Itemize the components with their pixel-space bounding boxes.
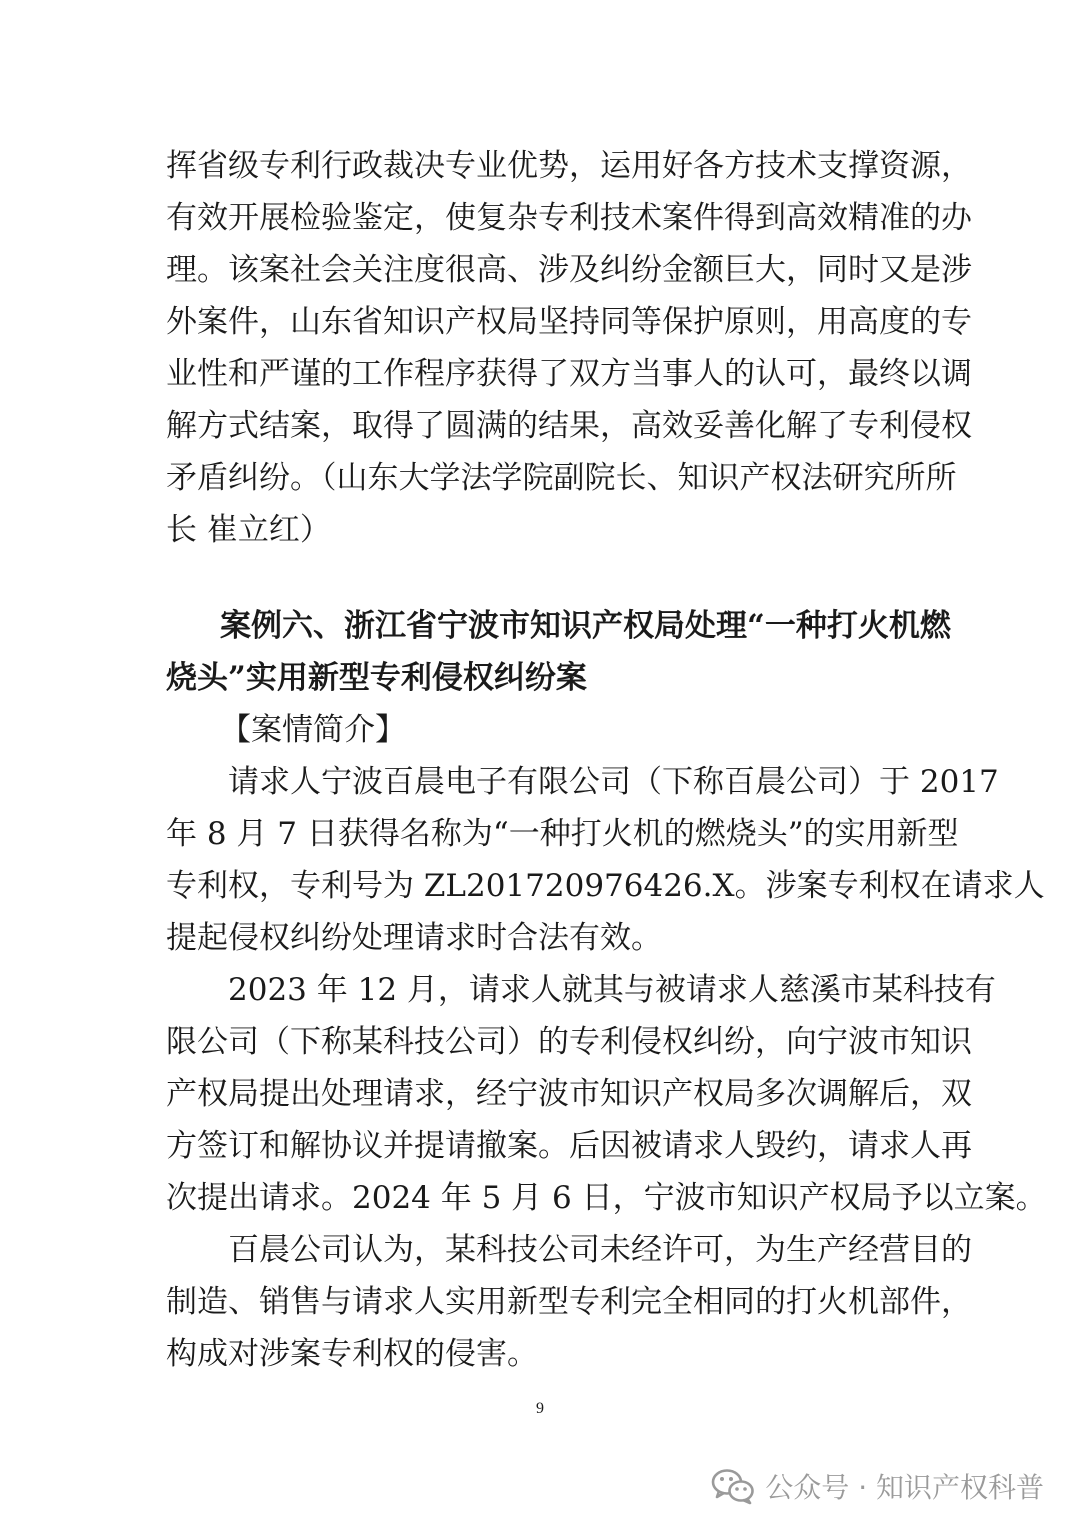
body-line: 专利权，专利号为 ZL201720976426.X。涉案专利权在请求人 <box>166 868 1045 904</box>
body-line: 产权局提出处理请求，经宁波市知识产权局多次调解后，双 <box>166 1076 972 1112</box>
case-heading: 烧头”实用新型专利侵权纠纷案 <box>166 660 587 696</box>
watermark-text: 公众号 · 知识产权科普 <box>765 1471 1044 1504</box>
section-title: 【案情简介】 <box>220 712 406 748</box>
body-line: 理。该案社会关注度很高、涉及纠纷金额巨大，同时又是涉 <box>166 252 972 288</box>
wechat-icon <box>711 1467 755 1505</box>
body-line: 限公司（下称某科技公司）的专利侵权纠纷，向宁波市知识 <box>166 1024 972 1060</box>
body-line: 百晨公司认为，某科技公司未经许可，为生产经营目的 <box>228 1232 972 1268</box>
body-line: 提起侵权纠纷处理请求时合法有效。 <box>166 920 662 956</box>
body-line: 业性和严谨的工作程序获得了双方当事人的认可，最终以调 <box>166 356 972 392</box>
body-line: 长 崔立红） <box>166 512 331 548</box>
body-line: 制造、销售与请求人实用新型专利完全相同的打火机部件， <box>166 1284 972 1320</box>
body-line: 挥省级专利行政裁决专业优势，运用好各方技术支撑资源， <box>166 148 972 184</box>
body-line: 年 8 月 7 日获得名称为“一种打火机的燃烧头”的实用新型 <box>166 816 959 852</box>
body-line: 外案件，山东省知识产权局坚持同等保护原则，用高度的专 <box>166 304 972 340</box>
body-line: 构成对涉案专利权的侵害。 <box>166 1336 538 1372</box>
body-line: 方签订和解协议并提请撤案。后因被请求人毁约，请求人再 <box>166 1128 972 1164</box>
body-line: 矛盾纠纷。（山东大学法学院副院长、知识产权法研究所所 <box>166 460 957 496</box>
body-line: 请求人宁波百晨电子有限公司（下称百晨公司）于 2017 <box>228 764 999 800</box>
watermark <box>711 1466 1044 1506</box>
body-line: 解方式结案，取得了圆满的结果，高效妥善化解了专利侵权 <box>166 408 972 444</box>
body-line: 次提出请求。2024 年 5 月 6 日，宁波市知识产权局予以立案。 <box>166 1180 1047 1216</box>
body-line: 2023 年 12 月，请求人就其与被请求人慈溪市某科技有 <box>228 972 996 1008</box>
case-heading: 案例六、浙江省宁波市知识产权局处理“一种打火机燃 <box>220 608 951 644</box>
page-number: 9 <box>536 1400 544 1417</box>
body-line: 有效开展检验鉴定，使复杂专利技术案件得到高效精准的办 <box>166 200 972 236</box>
